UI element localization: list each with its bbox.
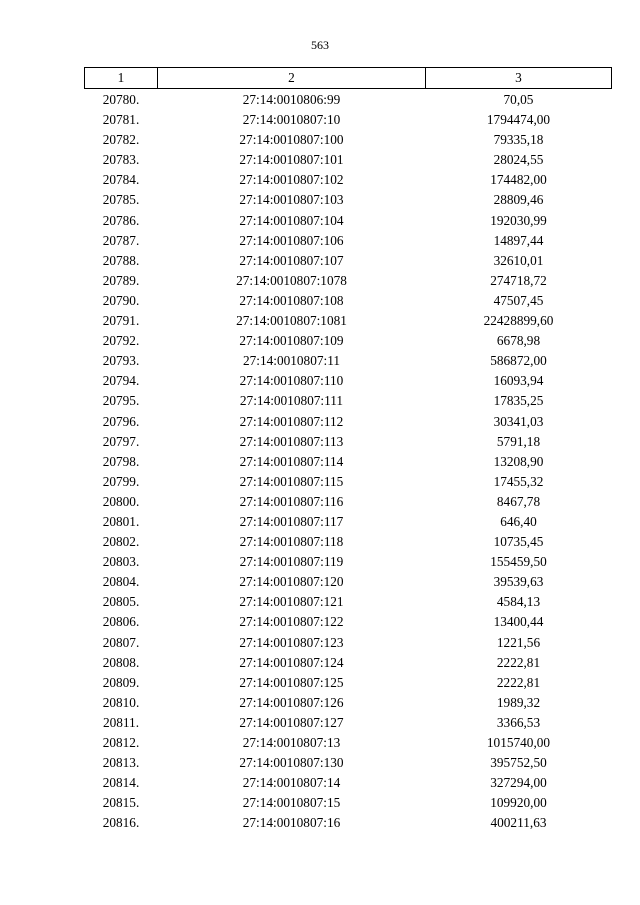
value-cell: 14897,44 bbox=[493, 232, 544, 248]
row-number-cell: 20794. bbox=[102, 373, 140, 389]
table-row bbox=[85, 251, 612, 271]
cadastral-number-cell: 27:14:0010807:15 bbox=[242, 795, 341, 811]
table-row bbox=[85, 713, 612, 733]
value-cell: 6678,98 bbox=[496, 333, 541, 349]
row-number-cell: 20811. bbox=[102, 714, 140, 730]
table-row bbox=[85, 773, 612, 793]
value-cell: 327294,00 bbox=[490, 775, 547, 791]
table-row bbox=[85, 612, 612, 632]
table-row bbox=[85, 673, 612, 693]
cadastral-number-cell: 27:14:0010807:123 bbox=[239, 634, 344, 650]
row-number-cell: 20807. bbox=[102, 634, 140, 650]
table-row bbox=[85, 592, 612, 612]
cadastral-number-cell: 27:14:0010807:1081 bbox=[236, 313, 347, 329]
cadastral-number-cell: 27:14:0010807:117 bbox=[239, 513, 344, 529]
table-row bbox=[85, 150, 612, 170]
table-row bbox=[85, 552, 612, 572]
table-row bbox=[85, 331, 612, 351]
value-cell: 17455,32 bbox=[493, 473, 544, 489]
table-row bbox=[85, 412, 612, 432]
table-row bbox=[85, 813, 612, 833]
cadastral-number-cell: 27:14:0010807:1078 bbox=[236, 272, 347, 288]
value-cell: 4584,13 bbox=[496, 594, 541, 610]
table-row bbox=[85, 793, 612, 813]
row-number-cell: 20796. bbox=[102, 413, 140, 429]
row-number-cell: 20799. bbox=[102, 473, 140, 489]
cadastral-number-cell: 27:14:0010807:102 bbox=[239, 172, 344, 188]
cadastral-number-cell: 27:14:0010807:10 bbox=[242, 112, 341, 128]
page-number: 563 bbox=[311, 38, 329, 52]
cadastral-number-cell: 27:14:0010807:109 bbox=[239, 333, 344, 349]
row-number-cell: 20790. bbox=[102, 292, 140, 308]
value-cell: 2222,81 bbox=[496, 674, 541, 690]
row-number-cell: 20798. bbox=[102, 453, 140, 469]
table-body bbox=[85, 89, 612, 834]
cadastral-number-cell: 27:14:0010807:112 bbox=[239, 413, 344, 429]
value-cell: 28024,55 bbox=[493, 152, 544, 168]
table-row bbox=[85, 110, 612, 130]
row-number-cell: 20806. bbox=[102, 614, 140, 630]
value-cell: 39539,63 bbox=[493, 574, 544, 590]
value-cell: 8467,78 bbox=[496, 493, 541, 509]
row-number-cell: 20784. bbox=[102, 172, 140, 188]
row-number-cell: 20812. bbox=[102, 735, 140, 750]
row-number-cell: 20805. bbox=[102, 594, 140, 610]
row-number-cell: 20802. bbox=[102, 534, 140, 550]
cadastral-number-cell: 27:14:0010807:103 bbox=[239, 192, 344, 208]
table-row bbox=[85, 271, 612, 291]
table-row bbox=[85, 130, 612, 150]
row-number-cell: 20797. bbox=[102, 433, 140, 449]
value-cell: 79335,18 bbox=[493, 132, 544, 148]
row-number-cell: 20786. bbox=[102, 212, 140, 228]
row-number-cell: 20793. bbox=[102, 353, 140, 369]
row-number-cell: 20783. bbox=[102, 152, 140, 168]
value-cell: 22428899,60 bbox=[483, 313, 554, 329]
value-cell: 646,40 bbox=[500, 513, 537, 529]
table-row bbox=[85, 653, 612, 673]
value-cell: 13208,90 bbox=[493, 453, 544, 469]
cadastral-number-cell: 27:14:0010807:125 bbox=[239, 674, 344, 690]
row-number-cell: 20814. bbox=[102, 775, 140, 791]
value-cell: 5791,18 bbox=[496, 433, 541, 449]
row-number-cell: 20813. bbox=[102, 755, 140, 771]
row-number-cell: 20782. bbox=[102, 132, 140, 148]
cadastral-number-cell: 27:14:0010807:114 bbox=[239, 453, 344, 469]
row-number-cell: 20791. bbox=[102, 313, 140, 329]
value-cell: 1015740,00 bbox=[486, 735, 551, 750]
row-number-cell: 20792. bbox=[102, 333, 140, 349]
table-row bbox=[85, 532, 612, 552]
table-row bbox=[85, 633, 612, 653]
cadastral-number-cell: 27:14:0010807:16 bbox=[242, 815, 341, 831]
table-row bbox=[85, 693, 612, 713]
cadastral-number-cell: 27:14:0010807:101 bbox=[239, 152, 344, 168]
cadastral-number-cell: 27:14:0010807:108 bbox=[239, 292, 344, 308]
value-cell: 32610,01 bbox=[493, 252, 544, 268]
value-cell: 3366,53 bbox=[496, 714, 541, 730]
table-row bbox=[85, 753, 612, 773]
cadastral-number-cell: 27:14:0010807:106 bbox=[239, 232, 344, 248]
cadastral-number-cell: 27:14:0010807:120 bbox=[239, 574, 344, 590]
cadastral-number-cell: 27:14:0010807:107 bbox=[239, 252, 344, 268]
cadastral-number-cell: 27:14:0010807:122 bbox=[239, 614, 344, 630]
table-row bbox=[85, 391, 612, 411]
table-header bbox=[85, 68, 612, 89]
row-number-cell: 20809. bbox=[102, 674, 140, 690]
table-row bbox=[85, 190, 612, 210]
value-cell: 274718,72 bbox=[490, 272, 547, 288]
value-cell: 400211,63 bbox=[490, 815, 547, 831]
value-cell: 30341,03 bbox=[493, 413, 544, 429]
value-cell: 1794474,00 bbox=[486, 112, 551, 128]
data-table bbox=[84, 67, 612, 833]
cadastral-number-cell: 27:14:0010807:113 bbox=[239, 433, 344, 449]
table-row bbox=[85, 432, 612, 452]
cadastral-number-cell: 27:14:0010807:118 bbox=[239, 534, 344, 550]
row-number-cell: 20808. bbox=[102, 654, 140, 670]
table-row bbox=[85, 472, 612, 492]
row-number-cell: 20787. bbox=[102, 232, 140, 248]
value-cell: 192030,99 bbox=[490, 212, 547, 228]
table-row bbox=[85, 291, 612, 311]
table-row bbox=[85, 351, 612, 371]
header-cell-3: 3 bbox=[426, 68, 612, 89]
value-cell: 174482,00 bbox=[490, 172, 547, 188]
table-row bbox=[85, 452, 612, 472]
cadastral-number-cell: 27:14:0010807:130 bbox=[239, 755, 344, 771]
cadastral-number-cell: 27:14:0010807:13 bbox=[242, 735, 341, 750]
cadastral-number-cell: 27:14:0010806:99 bbox=[242, 92, 341, 107]
value-cell: 586872,00 bbox=[490, 353, 547, 369]
cadastral-number-cell: 27:14:0010807:124 bbox=[239, 654, 344, 670]
table-row bbox=[85, 170, 612, 190]
row-number-cell: 20804. bbox=[102, 574, 140, 590]
table-row bbox=[85, 733, 612, 753]
cadastral-number-cell: 27:14:0010807:115 bbox=[239, 473, 344, 489]
value-cell: 1989,32 bbox=[496, 694, 541, 710]
value-cell: 109920,00 bbox=[490, 795, 547, 811]
cadastral-number-cell: 27:14:0010807:121 bbox=[239, 594, 344, 610]
value-cell: 2222,81 bbox=[496, 654, 541, 670]
row-number-cell: 20810. bbox=[102, 694, 140, 710]
table-row bbox=[85, 211, 612, 231]
value-cell: 13400,44 bbox=[493, 614, 544, 630]
header-row bbox=[85, 68, 612, 89]
table-row bbox=[85, 572, 612, 592]
cadastral-number-cell: 27:14:0010807:127 bbox=[239, 714, 344, 730]
row-number-cell: 20780. bbox=[102, 92, 140, 107]
cadastral-number-cell: 27:14:0010807:104 bbox=[239, 212, 344, 228]
table-row bbox=[85, 231, 612, 251]
row-number-cell: 20795. bbox=[102, 393, 140, 409]
cadastral-number-cell: 27:14:0010807:116 bbox=[239, 493, 344, 509]
header-cell-2: 2 bbox=[158, 68, 426, 89]
value-cell: 395752,50 bbox=[490, 755, 547, 771]
row-number-cell: 20801. bbox=[102, 513, 140, 529]
cadastral-number-cell: 27:14:0010807:111 bbox=[239, 393, 344, 409]
table-row bbox=[85, 371, 612, 391]
value-cell: 155459,50 bbox=[490, 554, 547, 570]
row-number-cell: 20800. bbox=[102, 493, 140, 509]
value-cell: 1221,56 bbox=[496, 634, 541, 650]
value-cell: 70,05 bbox=[503, 92, 534, 107]
cadastral-number-cell: 27:14:0010807:100 bbox=[239, 132, 344, 148]
row-number-cell: 20781. bbox=[102, 112, 140, 128]
row-number-cell: 20789. bbox=[102, 272, 140, 288]
row-number-cell: 20785. bbox=[102, 192, 140, 208]
table-row bbox=[85, 89, 612, 111]
cadastral-number-cell: 27:14:0010807:126 bbox=[239, 694, 344, 710]
table-row bbox=[85, 492, 612, 512]
header-cell-1: 1 bbox=[85, 68, 158, 89]
row-number-cell: 20815. bbox=[102, 795, 140, 811]
table-row bbox=[85, 311, 612, 331]
row-number-cell: 20788. bbox=[102, 252, 140, 268]
table-row bbox=[85, 512, 612, 532]
cadastral-number-cell: 27:14:0010807:14 bbox=[242, 775, 341, 791]
cadastral-number-cell: 27:14:0010807:110 bbox=[239, 373, 344, 389]
cadastral-number-cell: 27:14:0010807:11 bbox=[242, 353, 341, 369]
value-cell: 28809,46 bbox=[493, 192, 544, 208]
value-cell: 10735,45 bbox=[493, 534, 544, 550]
row-number-cell: 20803. bbox=[102, 554, 140, 570]
value-cell: 47507,45 bbox=[493, 292, 544, 308]
cadastral-number-cell: 27:14:0010807:119 bbox=[239, 554, 344, 570]
value-cell: 16093,94 bbox=[493, 373, 544, 389]
row-number-cell: 20816. bbox=[102, 815, 140, 831]
value-cell: 17835,25 bbox=[493, 393, 544, 409]
